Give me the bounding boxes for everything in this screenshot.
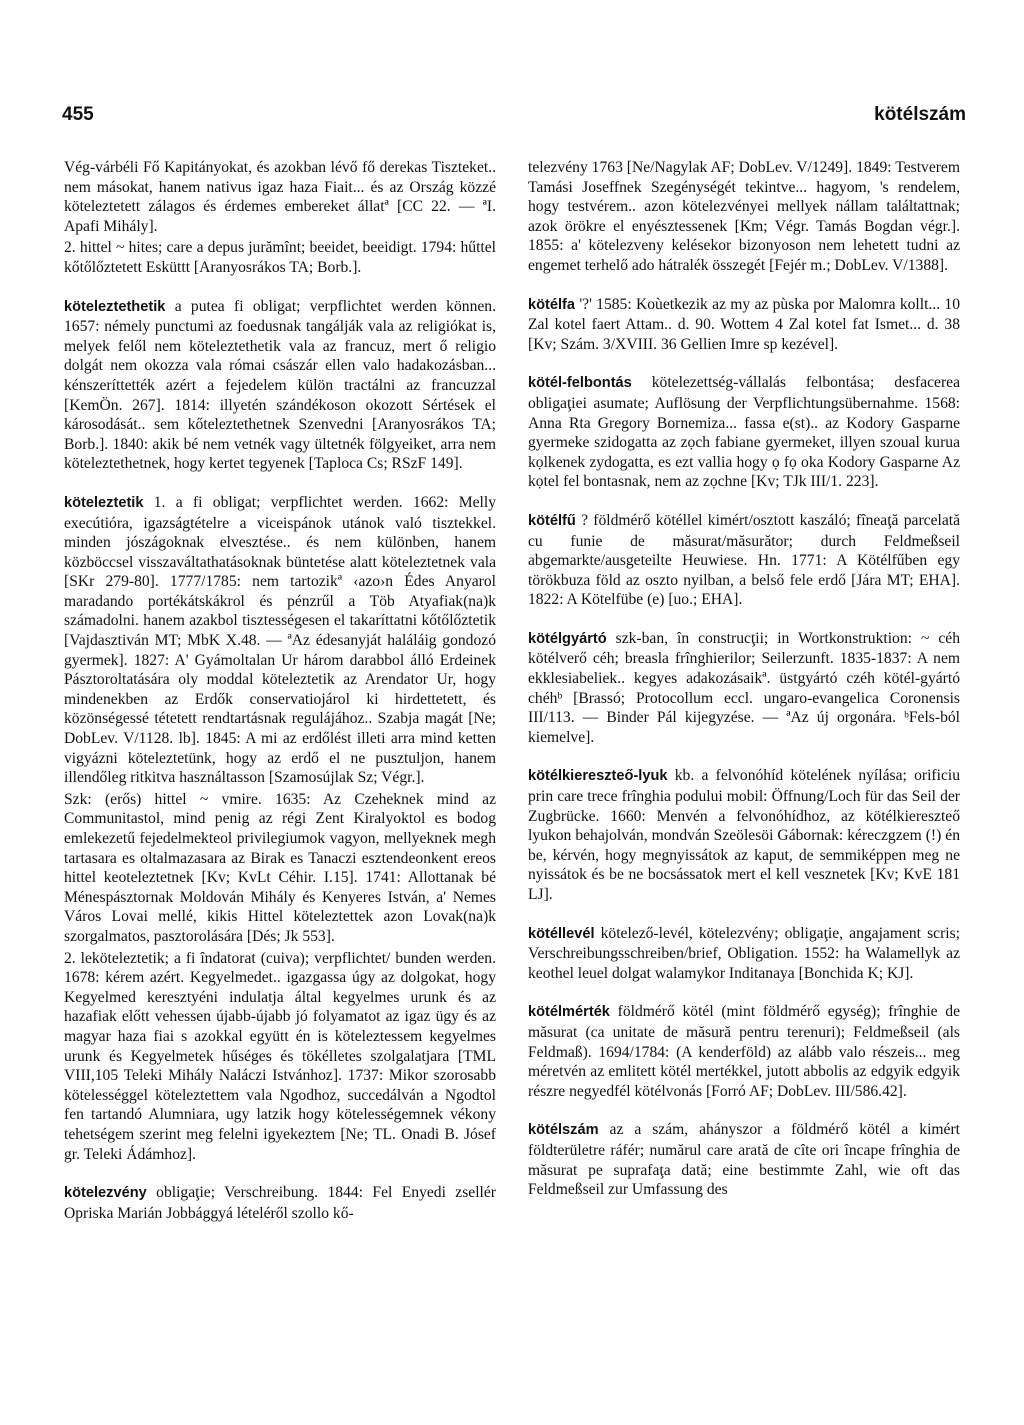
entry-text: kb. a felvonóhíd kötelének nyílása; orificiu prin care trece frînghia podului mobil: Öffnung/Loch für das Seil der Zugbrücke. 1660: Menvén a felvonóhídhoz, az kötélkiereszteő lyukon behajolván, mondván Szeölesöi Gábornak: kéreczgzem (!) én be, kérvén, hogy megnyissátok az kaput, de semmiképpen meg ne nyissátok és be ne bocsássatok mert el kell vesznetek [Kv; KvE 181 LJ].: [528, 767, 960, 903]
entry-koteleztetik: [64, 493, 496, 1164]
headword: köteleztetik: [64, 494, 144, 511]
entry-text: ? földmérő kötéllel kimért/osztott kaszáló; fîneaţă parcelată cu funie de măsurat/măsurător; durch Feldmeßseil abgemarkte/ausgeteilte Heuwiese. Hn. 1771: A Kötélfűben egy törökbuza föld az oszto nyilban, a belső fele erdő [Jára MT; EHA]. 1822: A Kötelfübe (e) [uo.; EHA].: [528, 511, 960, 609]
running-head: kötélszám: [874, 104, 966, 125]
entry-kotelfu: [528, 511, 960, 610]
entry-text: Vég-várbéli Fő Kapitányokat, és azokban lévő fő derekas Tiszteket.. nem másokat, hanem nativus igaz haza Fiait... és az Ország közzé köteleztetett zálagos és érdemes embereket állatª [CC 22. — ªI. Apafi Mihály].: [64, 159, 496, 235]
entry-text: földmérő kötél (mint földmérő egység); frînghie de măsurat (ca unitate de măsură pentru terenuri); Feldmeßseil (als Feldmaß). 1694/1784: (A kenderföld) az alább valo részeis... meg méretvén az emlitett kötél mertékkel, jutott abbolis az edgyik edgyik részre negyedfél kötélvonás [Forró AF; DobLev. III/586.42].: [528, 1003, 960, 1100]
entry-kotelezveny: [64, 1183, 496, 1223]
headword: kötélgyártó: [528, 630, 607, 647]
entry-kotelgyarto: [528, 629, 960, 748]
entry-kotel-felbontas: [528, 373, 960, 492]
entry-continuation: [528, 158, 960, 276]
entry-text: szk-ban, în construcţii; in Wortkonstruktion: ~ céh kötélverő céh; breasla frînghierilor; Seilerzunft. 1835-1837: A nem ekklesiabeliek.. kegyes adakozásaikª. üstgyártó czéh kötél-gyártó chéhᵇ [Brassó; Protocollum eccl. ungaro-evangelica Coronensis III/113. — Binder Pál kijegyzése. — ªAz új orgonára. ᵇFels-ból kiemelve].: [528, 629, 960, 746]
entry-kotelkieereszto-lyuk: [528, 766, 960, 904]
entry-kotellevel: [528, 924, 960, 984]
entry-kotelmertek: [528, 1002, 960, 1101]
headword: kötélkiereszteő-lyuk: [528, 768, 668, 785]
entry-text: kötelezettség-vállalás felbontása; desfacerea obligaţiei asumate; Auflösung der Verpflichtungsübernahme. 1568: Anna Rta Gregory Bornemiza... fassa e(st).. az Kodory Gasparne gyermeke szidogatta az zọch fabiane gyermeket, illyen szoual kurua kọlkenek zydogatta, es ezt vallia hogy ọ fọ oka Kodory Gasparne Az kọtel fel bontasnak, nem az zọchne [Kv; TJk III/1. 223].: [528, 374, 960, 491]
headword: kötélfű: [528, 512, 576, 529]
entry-text: '?' 1585: Koùetkezik az my az pùska por Malomra kollt... 10 Zal kotel faert Attam.. d. 90. Wottem 4 Zal kotel fat Ismet... d. 38 [Kv; Szám. 3/XVIII. 36 Gellien Imre sp kezével].: [528, 295, 960, 353]
entry-sense-2: 2. hittel ~ hites; care a depus jurămînt; beeidet, beeidigt. 1794: hűttel kőtőlőztetett Esküttt [Aranyosrákos TA; Borb.].: [64, 239, 496, 276]
entry-text: a putea fi obligat; verpflichtet werden können. 1657: némely punctumi az foedusnak tangálják vala az religiókat is, melyek felől nem köteleztethetik vala az francuz, mert ő religio dolgát nem okozza vala római császár ellen valo hadakozásban... kénszeríttették azért a fejedelem külön tractálni az francuzzal [KemÖn. 267]. 1814: illyetén szándékoson okozott Sértések el károsodását.. sem kőteleztethetnek Szenvedni [Aranyosrákos TA; Borb.]. 1840: akik bé nem vetnék vagy ültetnék fölgyeiket, arra nem köteleztethetnek, hogy kertet tegyenek [Taploca Cs; RSzF 149].: [64, 297, 496, 473]
right-column: [528, 158, 960, 1219]
entry-szk: Szk: (erős) hittel ~ vmire. 1635: Az Czeheknek mind az Communitastol, mind penig az régi Zent Kiralyoktol es bodog emlekezetű fejedelmekteol privilegiumok vagyon, mellyeknek megh tartasara es oltalmazasara az Birak es Tanaczi esztendeonkent ereos hittel keoteleztetnek [Kv; KvLt Céhir. I.15]. 1741: Allottanak bé Ménespásztornak Moldován Mihály és Kenyeres István, a' Nemes Város Lovai mellé, kikis Hittel köteleztettek azon Lovak(na)k szorgalmatos, pasztorolására [Dés; Jk 553].: [64, 790, 496, 945]
entry-text: telezvény 1763 [Ne/Nagylak AF; DobLev. V/1249]. 1849: Testverem Tamási Joseffnek Szegénységét tekintve... hagyom, 's rendelem, hogy testvérem.. azon kötelezvényei mellyek nállam találtattnak; azok örökre el enyésztessenek [Km; Végr. Tamás Bogdan végr.]. 1855: a' kötelezveny kelésekor bizonyoson nem lehetett tudni az engemet terhelő ado hátralék összegét [Fejér m.; DobLev. V/1388].: [528, 159, 960, 274]
headword: kötéllevél: [528, 925, 595, 942]
headword: kötelezvény: [64, 1185, 147, 1202]
page-number: 455: [62, 104, 94, 125]
entry-sense-2: 2. leköteleztetik; a fi îndatorat (cuiva); verpflichtet/ bunden werden. 1678: kérem azért. Kegyelmedet.. igazgassa úgy az dolgokat, hogy Kegyelmed keresztyéni indulatja által kegyelmes urunk és az hazafiak előtt vehessen újabb-újabb jó folyamatot az igaz ügy és az magyar haza fiai s azokkal együtt én is köteleztessem kegyelmes urunk és Kegyelmetek hűséges és tökélletes szolgalatjara [TML VIII,105 Teleki Mihály Naláczi Istvánhoz]. 1737: Mikor szorosabb kötelességgel köteleztettem vala Ngodhoz, succedálván a Ngodtol fen tartandó Alumniara, ugy latzik hogy kötelességemnek vékony tehetségem szerint meg felelni igyekeztem [Ne; TL. Onadi B. Jósef gr. Teleki Ádámhoz].: [64, 949, 496, 1163]
headword: köteleztethetik: [64, 298, 166, 315]
entry-text: kötelező-levél, kötelezvény; obligaţie, angajament scris; Verschreibungsschreiben/brief, Obligation. 1552: ha Walamellyk az keothel leuel dolgat walamykor Inditanaya [Bonchida K; KJ].: [528, 924, 960, 982]
entry-text: obligaţie; Verschreibung. 1844: Fel Enyedi zsellér Opriska Marián Jobbággyá lételéről szollo kő-: [64, 1184, 496, 1222]
entry-text: az a szám, ahányszor a földmérő kötél a kimért földterületre ráfér; numărul care arată de cîte ori încape frînghia de măsurat pe suprafaţa dată; eine bestimmte Zahl, wie oft das Feldmeßseil zur Umfassung des: [528, 1121, 960, 1199]
entry-continuation: [64, 158, 496, 278]
left-column: [64, 158, 496, 1242]
headword: kötél-felbontás: [528, 375, 632, 392]
entry-kotelszam: [528, 1120, 960, 1199]
entry-text: 1. a fi obligat; verpflichtet werden. 1662: Melly execútióra, igazságtételre a viceispánok utánok való tisztekkel. minden jószágoknak elvesztése.. és nem különben, hanem közböccsel visszaváltathatásoknak büntetése alatt köteleztetnek vala [SKr 279-80]. 1777/1785: nem tartozikª ‹azo›n Édes Anyarol maradando portékátskákrol és pénzrűl a Töb Atyafiak(na)k számadolni. hanem azakbol tisztességesen el takaríttatni kőtőlőztetik [Vajdasztiván MT; MbK X.48. — ªAz édesanyját haláláig gondozó gyermek]. 1827: A' Gyámoltalan Ur három darabbol álló Erdeinek Pásztoroltatására oly moddal köteleztetik az Arendator Ur, hogy mindenekben az Erdők conservatiojárol ki hirdettetett, és közönségessé tétetett rendtartásnak regulájához.. Szabja magát [Ne; DobLev. V/1128. lb]. 1845: A mi az erdőlést illeti arra mind ketten vigyázni köteleztetünk, hogy az erdő el ne pusztuljon, hanem illendőleg ritkitva használtasson [Szamosújlak Sz; Végr.].: [64, 493, 496, 787]
headword: kötélmérték: [528, 1004, 610, 1021]
headword: kötélfa: [528, 296, 576, 313]
entry-kotelfa: [528, 295, 960, 355]
page-header: [62, 104, 966, 134]
headword: kötélszám: [528, 1122, 599, 1139]
entry-koteleztethetik: [64, 297, 496, 474]
